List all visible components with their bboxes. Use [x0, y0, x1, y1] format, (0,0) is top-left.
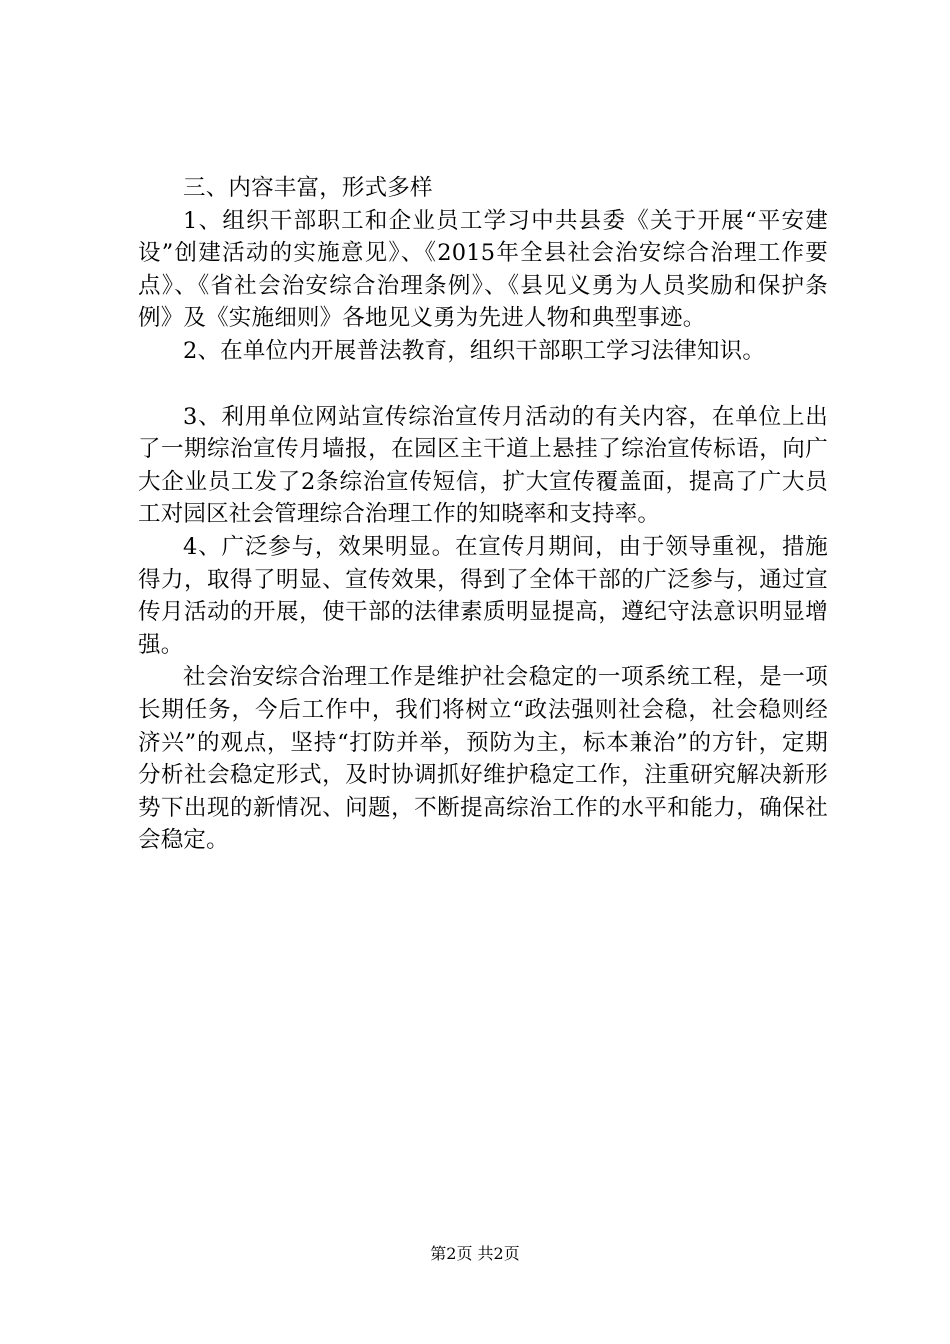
- section-heading: 三、内容丰富，形式多样: [183, 175, 433, 201]
- paragraph-item-1: 1、组织干部职工和企业员工学习中共县委《关于开展“平安建设”创建活动的实施意见》、《2015年全县社会治安综合治理工作要点》、《省社会治安综合治理条例》、《县见义勇为人员奖励和保护条例》及《实施细则》各地见义勇为先进人物和典型事迹。: [138, 207, 828, 332]
- document-body: [138, 172, 828, 857]
- page-footer: 第2页 共2页: [430, 1244, 520, 1263]
- paragraph-item-3: 3、利用单位网站宣传综治宣传月活动的有关内容，在单位上出了一期综治宣传月墙报，在园区主干道上悬挂了综治宣传标语，向广大企业员工发了2条综治宣传短信，扩大宣传覆盖面，提高了广大员工对园区社会管理综合治理工作的知晓率和支持率。: [138, 403, 828, 528]
- paragraph-item-4: 4、广泛参与，效果明显。在宣传月期间，由于领导重视，措施得力，取得了明显、宣传效果，得到了全体干部的广泛参与，通过宣传月活动的开展，使干部的法律素质明显提高，遵纪守法意识明显增强。: [138, 533, 828, 658]
- paragraph-conclusion: 社会治安综合治理工作是维护社会稳定的一项系统工程，是一项长期任务，今后工作中，我们将树立“政法强则社会稳，社会稳则经济兴”的观点，坚持“打防并举，预防为主，标本兼治”的方针，定期分析社会稳定形式，及时协调抓好维护稳定工作，注重研究解决新形势下出现的新情况、问题，不断提高综治工作的水平和能力，确保社会稳定。: [138, 664, 828, 854]
- paragraph-item-2: 2、在单位内开展普法教育，组织干部职工学习法律知识。: [183, 337, 766, 364]
